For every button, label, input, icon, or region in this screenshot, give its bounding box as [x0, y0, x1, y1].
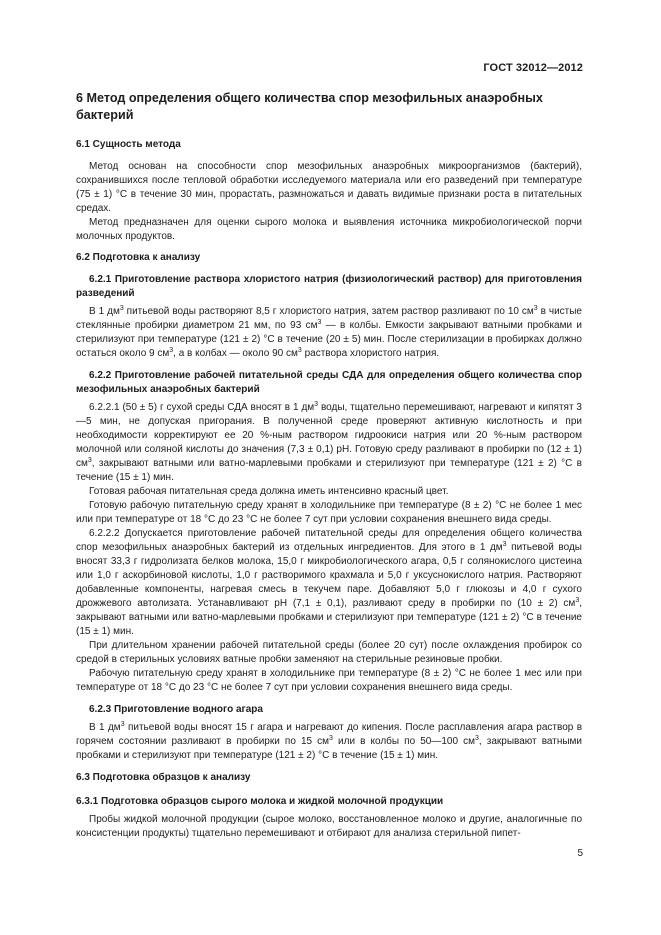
heading-6-2-3: 6.2.3 Приготовление водного агара: [89, 704, 263, 715]
document-body: [76, 90, 582, 841]
paragraph: В 1 $дм^3$ питьевой воды растворяют 8,5 г хлористого натрия, затем раствор разливают по 10 $см^3$ в чистые стеклянные пробирки диаметром 21 мм, по 93 $см^3$ — в колбы. Емкости закрывают ватными пробками и стерилизуют при температуре (121 ± 2) °С в течение (20 ± 5) мин. После стерилизации в пробирках должно остаться около 9 $см^3$, а в колбах — около 90 $см^3$ раствора хлористого натрия.: [76, 305, 582, 359]
paragraph: Метод основан на способности спор мезофильных анаэробных микроорганизмов (бактерий), сохранившихся после тепловой обработки исследуемого материала или его разведений при температуре (75 ± 1) °С в течение 30 мин, прорастать, размножаться и давать видимые признаки роста в питательных средах.: [76, 161, 582, 214]
paragraph: Готовую рабочую питательную среду хранят в холодильнике при температуре (8 ± 2) °С не более 1 мес или при температуре от 18 °С до 23 °С не более 7 сут при условии сохранения внешнего вида среды.: [76, 500, 582, 525]
paragraph: Готовая рабочая питательная среда должна иметь интенсивно красный цвет.: [89, 486, 449, 497]
heading-6-2-1: 6.2.1 Приготовление раствора хлористого натрия (физиологический раствор) для приготовления разведений: [76, 274, 582, 299]
document-number-header: ГОСТ 32012—2012: [483, 62, 583, 74]
heading-6-2: 6.2 Подготовка к анализу: [76, 252, 201, 263]
paragraph: 6.2.2.1 (50 ± 5) г сухой среды СДА вносят в 1 $дм^3$ воды, тщательно перемешивают, нагревают и кипятят 3—5 мин, не допуская пригорания. В полученной среде проверяют активную кислотность и при необходимости корректируют ее 20 %-ным раствором гидроокиси натрия или 20 %-ным раствором молочной или соляной кислоты до значения (7,3 ± 0,1) рН. Готовую среду разливают в пробирки по (12 ± 1) $см^3$, закрывают ватными или ватно-марлевыми пробками и стерилизуют при температуре (121 ± 2) °С в течение (15 ± 1) мин.: [76, 401, 582, 483]
heading-6-3-1: 6.3.1 Подготовка образцов сырого молока и жидкой молочной продукции: [76, 796, 444, 807]
section-title: 6 Метод определения общего количества спор мезофильных анаэробных бактерий: [76, 91, 543, 122]
paragraph: Пробы жидкой молочной продукции (сырое молоко, восстановленное молоко и другие, аналогичные по консистенции продукты) тщательно перемешивают и отбирают для анализа стерильной пипет-: [76, 814, 582, 839]
heading-6-1: 6.1 Сущность метода: [76, 139, 181, 150]
paragraph: В 1 $дм^3$ питьевой воды вносят 15 г агара и нагревают до кипения. После расплавления агара раствор в горячем состоянии разливают в пробирки по 15 $см^3$ или в колбы по 50—100 $см^3$, закрывают ватными пробками и стерилизуют при температуре (121 ± 2) °С в течение (15 ± 1) мин.: [76, 721, 583, 761]
paragraph: При длительном хранении рабочей питательной среды (более 20 сут) после охлаждения пробирок со средой в стерильных условиях ватные пробки заменяют на стерильные резиновые пробки.: [76, 640, 582, 665]
paragraph: Рабочую питательную среду хранят в холодильнике при температуре (8 ± 2) °С не более 1 мес или при температуре от 18 °С до 23 °С не более 7 сут при условии сохранения внешнего вида среды.: [76, 668, 582, 693]
heading-6-2-2: 6.2.2 Приготовление рабочей питательной среды СДА для определения общего количества спор мезофильных анаэробных бактерий: [76, 370, 582, 395]
paragraph: 6.2.2.2 Допускается приготовление рабочей питательной среды для определения общего количества спор мезофильных анаэробных бактерий из отдельных ингредиентов. Для этого в 1 $дм^3$ питьевой воды вносят 33,3 г гидролизата белков молока, 15,0 г микробиологического агара, 0,5 г солянокислого цистеина или 1,0 г аскорбиновой кислоты, 1,0 г растворимого крахмала и 5,0 г уксуснокислого натрия. Растворяют добавленные компоненты, нагревая смесь в текучем паре. Добавляют 5,0 г глюкозы и 4,0 г сухого дрожжевого автолизата. Устанавливают рН (7,1 ± 0,1), разливают среду в пробирки по (10 ± 2) $см^3$, закрывают ватными или ватно-марлевыми пробками и стерилизуют при температуре (121 ± 2) °С в течение (15 ± 1) мин.: [76, 528, 582, 637]
heading-6-3: 6.3 Подготовка образцов к анализу: [76, 772, 251, 783]
page-number: 5: [577, 848, 583, 859]
paragraph: Метод предназначен для оценки сырого молока и выявления источника микробиологической порчи молочных продуктов.: [76, 217, 582, 242]
